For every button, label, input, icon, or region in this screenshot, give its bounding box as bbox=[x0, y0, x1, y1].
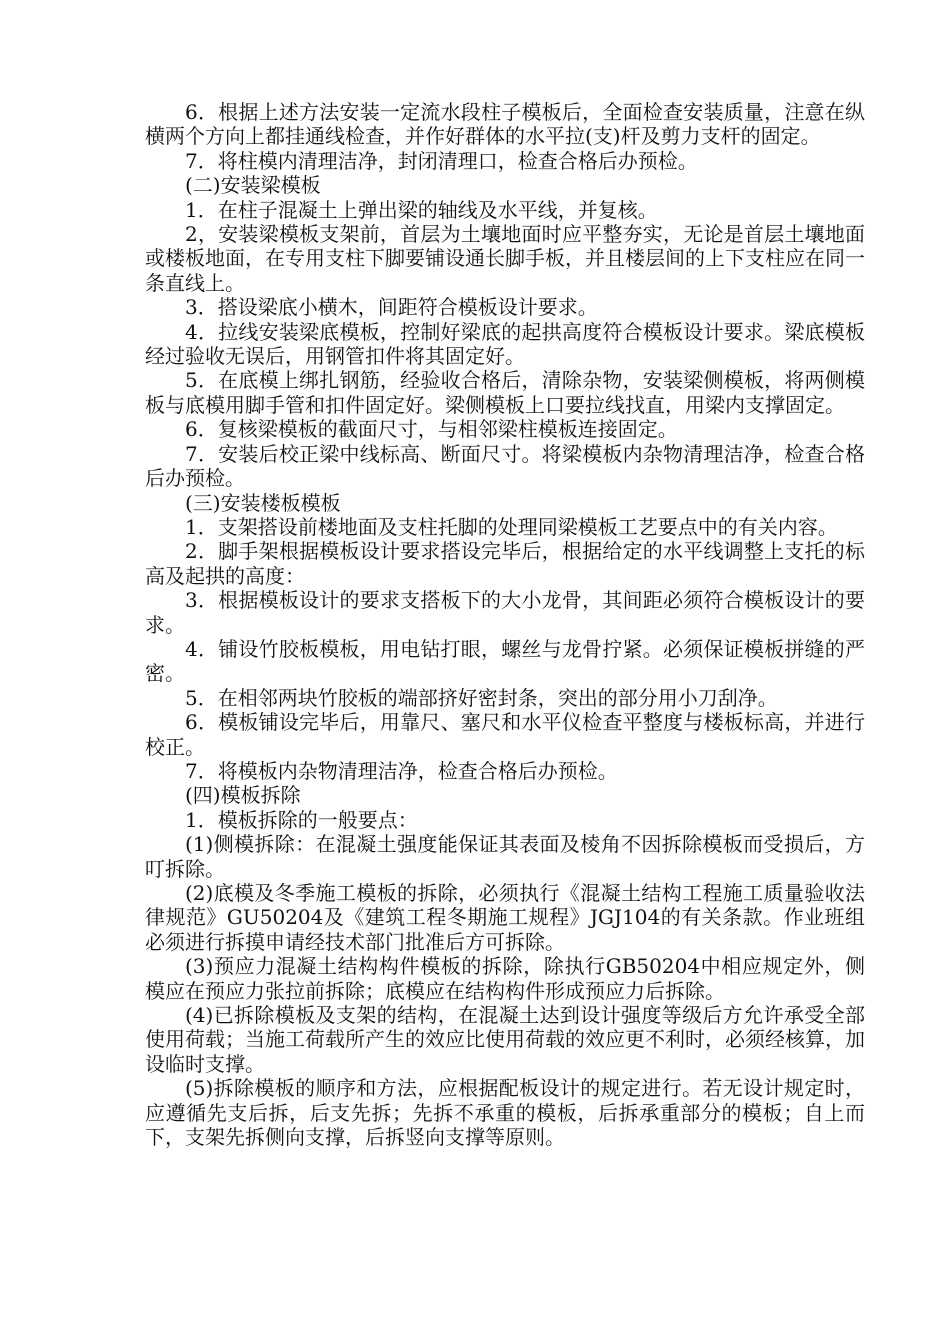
paragraph: (4)已拆除模板及支架的结构，在混凝土达到设计强度等级后方允许承受全部使用荷载；当施工荷载所产生的效应比使用荷载的效应更不利时，必须经核算，加设临时支撑。 bbox=[145, 1003, 865, 1076]
section-heading: (四)模板拆除 bbox=[185, 783, 301, 808]
paragraph: 6．模板铺设完毕后，用靠尺、塞尺和水平仪检查平整度与楼板标高，并进行校正。 bbox=[145, 710, 865, 759]
paragraph: 6．根据上述方法安装一定流水段柱子模板后，全面检查安装质量，注意在纵横两个方向上都挂通线检查，并作好群体的水平拉(支)杆及剪力支杆的固定。 bbox=[145, 100, 865, 149]
paragraph: 7．将模板内杂物清理洁净，检查合格后办预检。 bbox=[185, 758, 618, 783]
paragraph: 7．将柱模内清理洁净，封闭清理口，检查合格后办预检。 bbox=[185, 148, 698, 173]
paragraph: 5．在底模上绑扎钢筋，经验收合格后，清除杂物，安装梁侧模板，将两侧模板与底模用脚手管和扣件固定好。梁侧模板上口要拉线找直，用梁内支撑固定。 bbox=[145, 368, 865, 417]
paragraph: (3)预应力混凝土结构构件模板的拆除，除执行GB50204中相应规定外，侧模应在预应力张拉前拆除；底模应在结构构件形成预应力后拆除。 bbox=[145, 954, 865, 1003]
paragraph: 4．拉线安装梁底模板，控制好梁底的起拱高度符合模板设计要求。梁底模板经过验收无误后，用钢管扣件将其固定好。 bbox=[145, 319, 865, 369]
document-page bbox=[145, 100, 865, 1149]
paragraph: 1．支架搭设前楼地面及支柱托脚的处理同梁模板工艺要点中的有关内容。 bbox=[185, 514, 838, 539]
paragraph: (1)侧模拆除：在混凝土强度能保证其表面及棱角不因拆除模板而受损后，方叮拆除。 bbox=[145, 832, 865, 881]
paragraph: 3．根据模板设计的要求支搭板下的大小龙骨，其间距必须符合模板设计的要求。 bbox=[145, 588, 865, 637]
section-heading: (二)安装梁模板 bbox=[185, 173, 321, 198]
paragraph: (2)底模及冬季施工模板的拆除，必须执行《混凝土结构工程施工质量验收法律规范》GU50204及《建筑工程冬期施工规程》JGJ104的有关条款。作业班组必须进行拆摸申请经技术部门批准后方可拆除。 bbox=[145, 881, 865, 954]
paragraph: 5．在相邻两块竹胶板的端部挤好密封条，突出的部分用小刀刮净。 bbox=[185, 685, 778, 710]
paragraph: 1．在柱子混凝土上弹出梁的轴线及水平线，并复核。 bbox=[185, 197, 658, 222]
paragraph: 2．脚手架根据模板设计要求搭设完毕后，根据给定的水平线调整上支托的标高及起拱的高度： bbox=[145, 539, 865, 588]
paragraph: 6．复核梁模板的截面尺寸，与相邻梁柱模板连接固定。 bbox=[185, 417, 678, 442]
section-heading: (三)安装楼板模板 bbox=[185, 490, 341, 515]
paragraph: (5)拆除模板的顺序和方法，应根据配板设计的规定进行。若无设计规定时，应遵循先支后拆，后支先拆；先拆不承重的模板，后拆承重部分的模板；自上而下，支架先拆侧向支撑，后拆竖向支撑等原则。 bbox=[145, 1076, 865, 1150]
paragraph: 4．铺设竹胶板模板，用电钻打眼，螺丝与龙骨拧紧。必须保证模板拼缝的严密。 bbox=[145, 636, 865, 686]
paragraph: 2，安装梁模板支架前，首层为土壤地面时应平整夯实，无论是首层土壤地面或楼板地面，在专用支柱下脚要铺设通长脚手板，并且楼层间的上下支柱应在同一条直线上。 bbox=[145, 222, 865, 295]
paragraph: 3．搭设梁底小横木，间距符合模板设计要求。 bbox=[185, 295, 598, 320]
paragraph: 1．模板拆除的一般要点： bbox=[185, 807, 418, 832]
paragraph: 7．安装后校正梁中线标高、断面尺寸。将梁模板内杂物清理洁净，检查合格后办预检。 bbox=[145, 441, 865, 491]
